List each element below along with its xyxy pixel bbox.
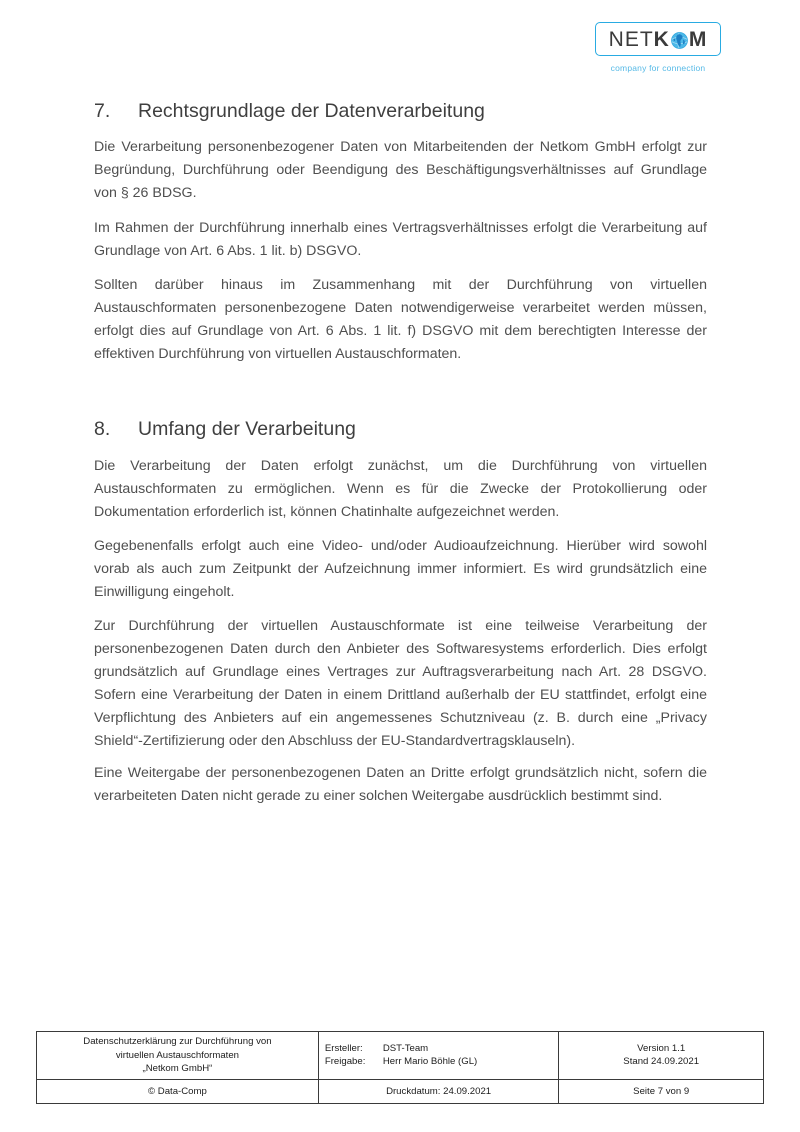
footer-title-line-2: virtuellen Austauschformaten — [115, 1049, 240, 1061]
footer-page-number: Seite 7 von 9 — [559, 1079, 764, 1103]
paragraph-7-3: Sollten darüber hinaus im Zusammenhang mit der Durchführung von virtuellen Austauschformaten personenbezogene Daten notwendigerweise verarbeitet werden müssen, erfolgt dies auf Grundlage von Art. 6 Abs. 1 lit. f) DSGVO mit dem berechtigten Interesse der effektiven Durchführung von virtuellen Austauschformaten. — [94, 277, 707, 362]
footer-title-line-3: „Netkom GmbH“ — [142, 1063, 213, 1075]
footer-ersteller-value: DST-Team — [382, 1042, 429, 1054]
section-heading-8 — [94, 417, 356, 441]
logo-text-k: K — [653, 27, 670, 51]
company-logo — [595, 22, 721, 73]
footer-copyright: © Data-Comp — [37, 1079, 319, 1103]
logo-text-m: M — [688, 27, 708, 51]
footer-row-top — [37, 1032, 764, 1080]
paragraph-8-3: Zur Durchführung der virtuellen Austauschformate ist eine teilweise Verarbeitung der personenbezogenen Daten durch den Anbieter des Softwaresystems erforderlich. Dies erfolgt grundsätzlich auf Grundlage eines Vertrages zur Auftragsverarbeitung nach Art. 28 DSGVO. Sofern eine Verarbeitung der Daten in einem Drittland außerhalb der EU stattfindet, erfolgt eine Verpflichtung des Anbieters auf ein angemessenes Schutzniveau (z. B. durch eine „Privacy Shield“-Zertifizierung oder den Abschluss der EU-Standardvertragsklauseln). — [94, 618, 707, 749]
paragraph-8-2: Gegebenenfalls erfolgt auch eine Video- und/oder Audioaufzeichnung. Hierüber wird sowohl vorab als auch zum Zeitpunkt der Aufzeichnung immer informiert. Es wird grundsätzlich eine Einwilligung eingeholt. — [94, 538, 707, 600]
logo-text-net: NET — [608, 27, 654, 51]
section-number-7: 7. — [94, 100, 111, 122]
footer-stand: Stand 24.09.2021 — [623, 1056, 700, 1068]
section-heading-7 — [94, 99, 485, 123]
paragraph-7-2: Im Rahmen der Durchführung innerhalb eines Vertragsverhältnisses erfolgt die Verarbeitung auf Grundlage von Art. 6 Abs. 1 lit. b) DSGVO. — [94, 220, 707, 259]
footer-version: Version 1.1 — [637, 1042, 686, 1054]
footer-ersteller-label: Ersteller: — [324, 1042, 363, 1054]
logo-tagline: company for connection — [610, 63, 706, 73]
section-number-8: 8. — [94, 418, 111, 440]
logo-wordmark — [609, 29, 708, 50]
footer-version-cell — [559, 1032, 764, 1080]
footer-freigabe-row — [325, 1055, 553, 1069]
section-title-8: Umfang der Verarbeitung — [138, 418, 356, 440]
footer-document-title — [37, 1032, 319, 1080]
footer-freigabe-label: Freigabe: — [324, 1056, 366, 1068]
section-title-7: Rechtsgrundlage der Datenverarbeitung — [138, 100, 485, 122]
footer-print-date: Druckdatum: 24.09.2021 — [318, 1079, 559, 1103]
footer-row-bottom — [37, 1079, 764, 1103]
footer-table — [36, 1031, 764, 1104]
footer-freigabe-value: Herr Mario Böhle (GL) — [382, 1056, 478, 1068]
footer-title-line-1: Datenschutzerklärung zur Durchführung von — [83, 1036, 272, 1047]
footer-ersteller-row — [325, 1042, 553, 1056]
globe-icon — [671, 32, 688, 49]
footer-authors — [318, 1032, 559, 1080]
paragraph-8-4: Eine Weitergabe der personenbezogenen Daten an Dritte erfolgt grundsätzlich nicht, sofern die verarbeiteten Daten nicht gerade zu einer solchen Weitergabe ausdrücklich bestimmt sind. — [94, 765, 707, 804]
logo-box — [595, 22, 721, 56]
paragraph-8-1: Die Verarbeitung der Daten erfolgt zunächst, um die Durchführung von virtuellen Austauschformaten zu ermöglichen. Wenn es für die Zwecke der Protokollierung oder Dokumentation erforderlich ist, können Chatinhalte aufgezeichnet werden. — [94, 458, 707, 520]
paragraph-7-1: Die Verarbeitung personenbezogener Daten von Mitarbeitenden der Netkom GmbH erfolgt zur Begründung, Durchführung oder Beendigung des Beschäftigungsverhältnisses auf Grundlage von § 26 BDSG. — [94, 139, 707, 201]
